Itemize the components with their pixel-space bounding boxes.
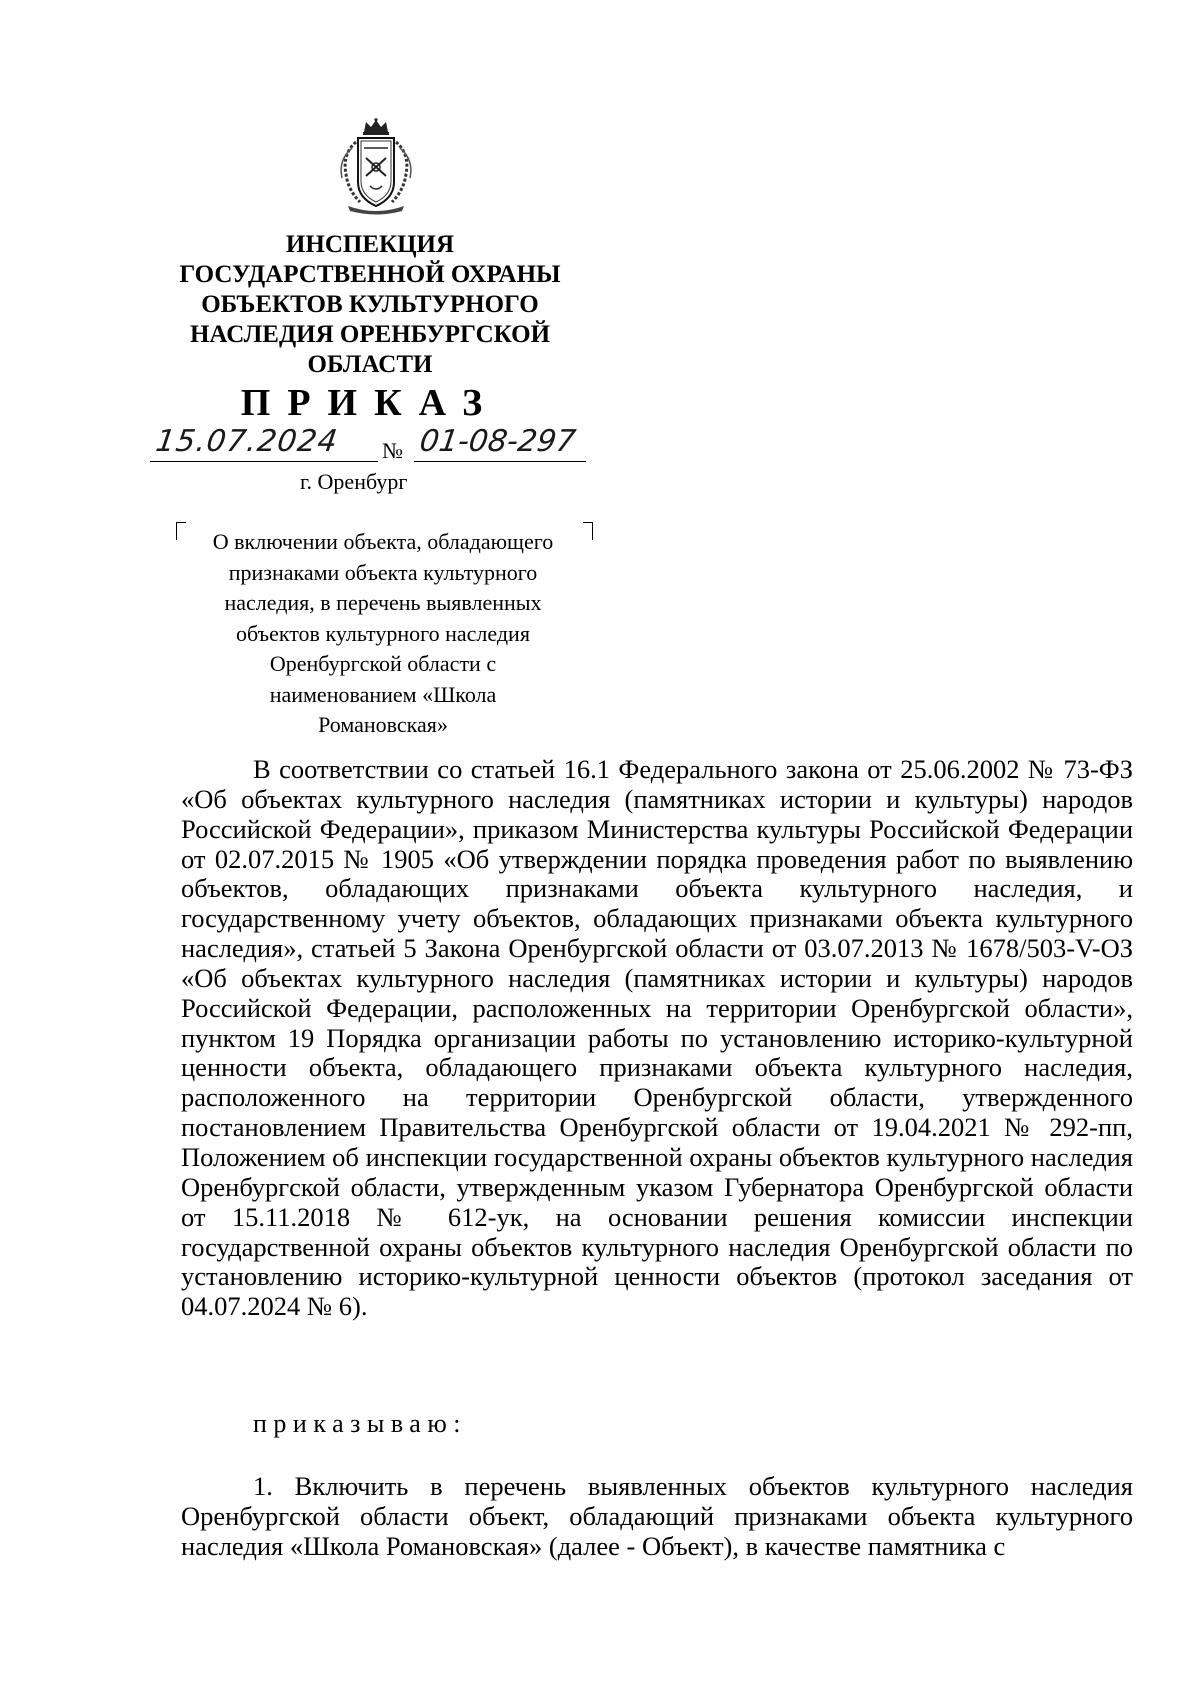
subject-block	[186, 527, 580, 741]
subject-line: наименованием «Школа	[269, 681, 497, 707]
order-word: приказываю:	[253, 1409, 467, 1438]
city: г. Оренбург	[300, 469, 408, 494]
agency-line: ОБЛАСТИ	[307, 351, 433, 378]
number-underline	[414, 461, 586, 462]
subject-line: Оренбургской области с	[269, 651, 497, 676]
subject-line: объектов культурного наследия	[236, 620, 530, 646]
preamble-paragraph: В соответствии со статьей 16.1 Федерального закона от 25.06.2002 № 73-ФЗ «Об объектах культурного наследия (памятниках истории и культуры) народов Российской Федерации», приказом Министерства культуры Российской Федерации от 02.07.2015 № 1905 «Об утверждении порядка проведения работ по выявлению объектов, обладающих признаками объекта культурного наследия, и государственному учету объектов, обладающих признаками объекта культурного наследия», статьей 5 Закона Оренбургской области от 03.07.2013 № 1678/503-V-ОЗ «Об объектах культурного наследия (памятниках истории и культуры) народов Российской Федерации, расположенных на территории Оренбургской области», пунктом 19 Порядка организации работы по установлению историко-культурной ценности объекта, обладающего признаками объекта культурного наследия, расположенного на территории Оренбургской области, утвержденного постановлением Правительства Оренбургской области от 19.04.2021 № 292-пп, Положением об инспекции государственной охраны объектов культурного наследия Оренбургской области, утвержденным указом Губернатора Оренбургской области от 15.11.2018 № 612-ук, на основании решения комиссии инспекции государственной охраны объектов культурного наследия Оренбургской области по установлению историко-культурной ценности объектов (протокол заседания от 04.07.2024 № 6).	[181, 754, 1133, 1322]
agency-line: ИНСПЕКЦИЯ	[285, 231, 455, 258]
handwritten-date: 15.07.2024	[153, 424, 341, 459]
subject-line: Романовская»	[318, 712, 448, 737]
coat-of-arms-icon	[330, 118, 422, 218]
subject-corner-left	[176, 522, 186, 540]
handwritten-number: 01-08-297	[417, 424, 578, 459]
document-type-title: ПРИКАЗ	[240, 382, 500, 424]
subject-line: наследия, в перечень выявленных	[224, 590, 542, 615]
agency-line: НАСЛЕДИЯ ОРЕНБУРГСКОЙ	[189, 321, 551, 348]
subject-line: О включении объекта, обладающего	[212, 529, 554, 554]
date-underline	[150, 461, 378, 462]
agency-line: ГОСУДАРСТВЕННОЙ ОХРАНЫ	[179, 261, 561, 288]
subject-corner-right	[583, 522, 593, 540]
subject-line: признаками объекта культурного	[228, 559, 538, 585]
number-sign: №	[382, 438, 403, 463]
agency-line: ОБЪЕКТОВ КУЛЬТУРНОГО	[201, 291, 539, 318]
order-item-1: 1. Включить в перечень выявленных объектов культурного наследия Оренбургской области объект, обладающий признаками объекта культурного наследия «Школа Романовская» (далее - Объект), в качестве памятника с	[181, 1471, 1133, 1561]
agency-name	[150, 230, 590, 380]
